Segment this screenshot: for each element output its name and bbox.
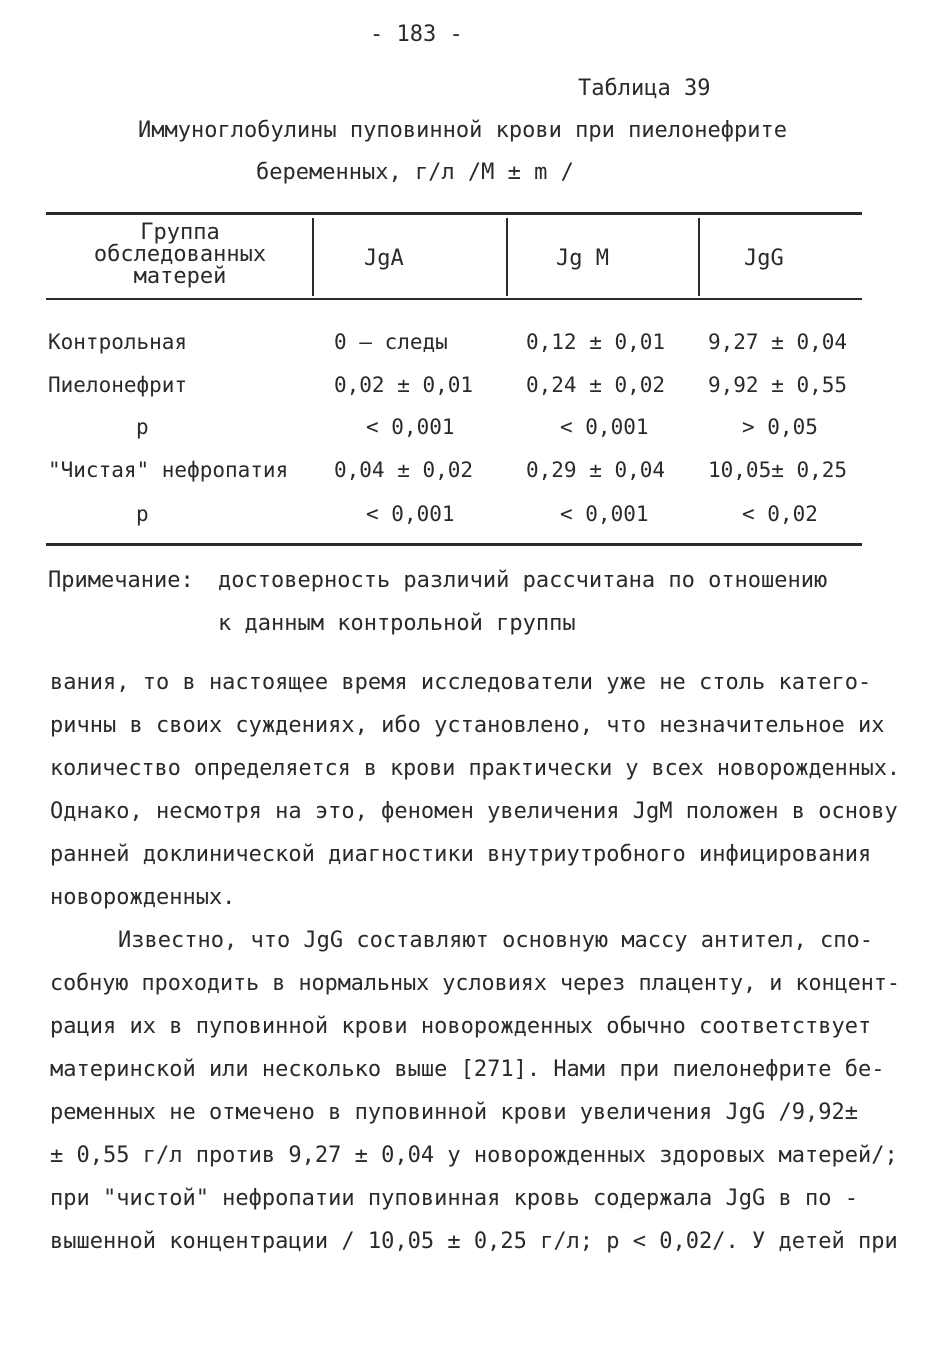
cell-igg: > 0,05 — [742, 415, 818, 439]
cell-iga: < 0,001 — [366, 502, 455, 526]
body-line: Известно, что JgG составляют основную массу антител, спо- — [118, 928, 873, 953]
cell-igg: 9,27 ± 0,04 — [708, 330, 848, 354]
cell-igg: < 0,02 — [742, 502, 818, 526]
column-separator — [312, 218, 314, 296]
body-line: ременных не отмечено в пуповинной крови увеличения JgG /9,92± — [50, 1100, 858, 1125]
body-line: ± 0,55 г/л против 9,27 ± 0,04 у новорожденных здоровых матерей/; — [50, 1143, 898, 1168]
body-line: вания, то в настоящее время исследователи уже не столь катего- — [50, 670, 872, 695]
row-label: p — [136, 502, 149, 526]
column-separator — [506, 218, 508, 296]
cell-igg: 9,92 ± 0,55 — [708, 373, 848, 397]
cell-iga: 0 – следы — [334, 330, 448, 354]
row-label: Пиелонефрит — [48, 373, 188, 397]
cell-igm: < 0,001 — [560, 502, 649, 526]
cell-igm: 0,29 ± 0,04 — [526, 458, 666, 482]
table-bottom-rule — [46, 543, 862, 546]
table-title: Иммуноглобулины пуповинной крови при пиелонефрите — [138, 118, 788, 143]
row-label: Контрольная — [48, 330, 188, 354]
body-line: материнской или несколько выше [271]. Нами при пиелонефрите бе- — [50, 1057, 885, 1082]
body-line: новорожденных. — [50, 885, 236, 910]
note-text-continued: к данным контрольной группы — [218, 611, 576, 636]
header-group: Группа обследованных матерей — [93, 220, 267, 289]
cell-iga: 0,02 ± 0,01 — [334, 373, 474, 397]
row-label: p — [136, 415, 149, 439]
cell-igm: 0,24 ± 0,02 — [526, 373, 666, 397]
note-label: Примечание: — [48, 568, 194, 593]
cell-iga: 0,04 ± 0,02 — [334, 458, 474, 482]
cell-igg: 10,05± 0,25 — [708, 458, 848, 482]
body-line: ранней доклинической диагностики внутриутробного инфицирования — [50, 842, 872, 867]
header-igg: JgG — [744, 246, 784, 271]
cell-iga: < 0,001 — [366, 415, 455, 439]
body-line: собную проходить в нормальных условиях через плаценту, и концент- — [50, 971, 900, 996]
body-line: при "чистой" нефропатии пуповинная кровь содержала JgG в по - — [50, 1186, 858, 1211]
row-label: "Чистая" нефропатия — [48, 458, 289, 482]
header-iga: JgA — [364, 246, 404, 271]
body-line: вышенной концентрации / 10,05 ± 0,25 г/л; p < 0,02/. У детей при — [50, 1229, 898, 1254]
cell-igm: < 0,001 — [560, 415, 649, 439]
table-title-continued: беременных, г/л /М ± m / — [256, 160, 574, 185]
note-text: достоверность различий рассчитана по отношению — [218, 568, 828, 593]
table-number: Таблица 39 — [578, 76, 711, 101]
cell-igm: 0,12 ± 0,01 — [526, 330, 666, 354]
table-top-rule — [46, 212, 862, 215]
body-line: Однако, несмотря на это, феномен увеличения JgM положен в основу — [50, 799, 898, 824]
header-igm: Jg M — [556, 246, 609, 271]
column-separator — [698, 218, 700, 296]
body-line: количество определяется в крови практически у всех новорожденных. — [50, 756, 900, 781]
body-line: рация их в пуповинной крови новорожденных обычно соответствует — [50, 1014, 872, 1039]
page-number: - 183 - — [370, 22, 463, 47]
table-header-rule — [46, 298, 862, 300]
body-line: ричны в своих суждениях, ибо установлено, что незначительное их — [50, 713, 885, 738]
